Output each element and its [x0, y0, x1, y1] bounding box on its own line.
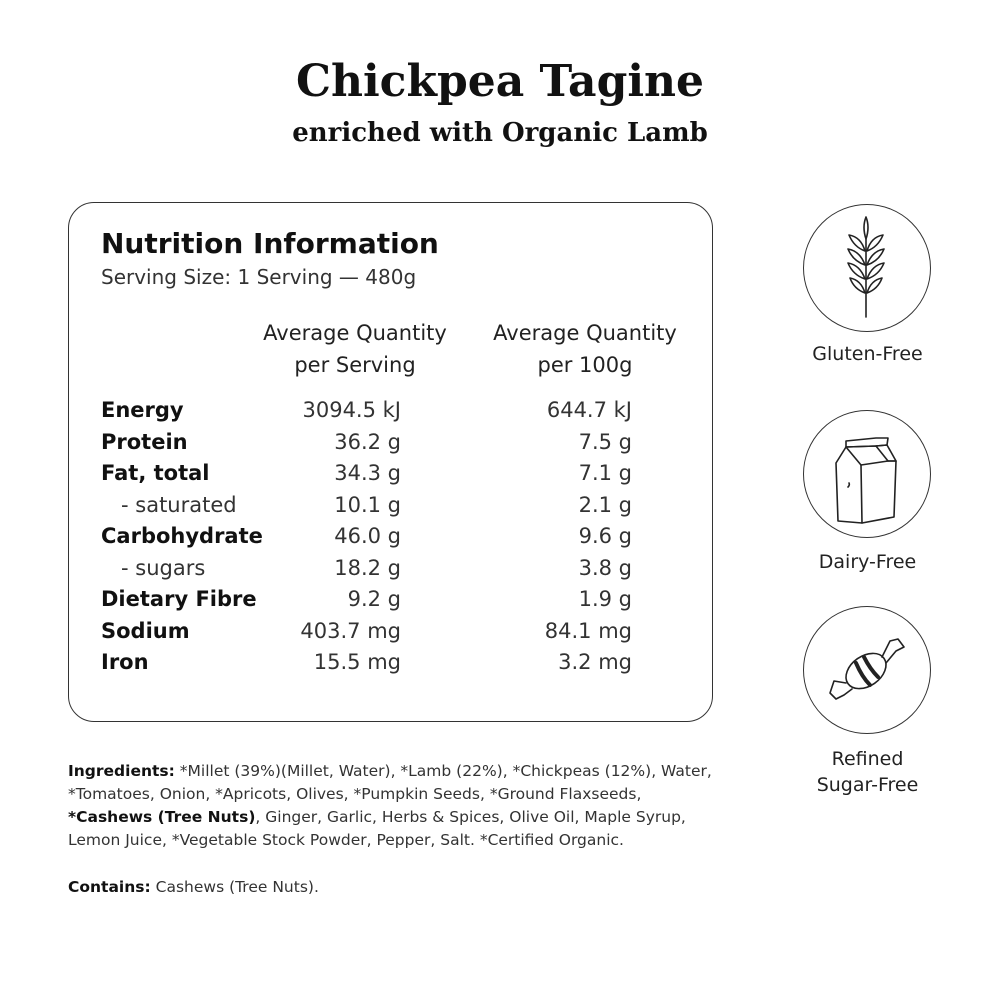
- nutrition-row-carbohydrate: [101, 521, 701, 553]
- nutrition-heading: Nutrition Information: [101, 227, 439, 260]
- value-per-100g: 7.5 g: [578, 429, 632, 454]
- nutrient-name: Carbohydrate: [101, 524, 263, 548]
- value-per-serving: 3094.5 kJ: [302, 398, 401, 422]
- column-header-per-serving: Average Quantity per Serving: [263, 321, 447, 377]
- contains-text: Contains: Cashews (Tree Nuts).: [68, 878, 319, 896]
- value-per-100g: 9.6 g: [578, 524, 632, 548]
- value-per-serving: 9.2 g: [347, 587, 401, 611]
- sugar-free-label: Refined Sugar-Free: [816, 748, 919, 796]
- dairy-free-label: Dairy-Free: [818, 551, 917, 573]
- nutrition-row-energy: [101, 395, 701, 427]
- value-per-serving: 15.5 mg: [313, 650, 401, 674]
- product-subtitle: enriched with Organic Lamb: [292, 118, 708, 148]
- product-title: Chickpea Tagine: [295, 56, 705, 107]
- milk-carton-icon: [803, 410, 931, 538]
- nutrition-row-dietary-fibre: [101, 584, 701, 616]
- ingredients-text: Ingredients: *Millet (39%)(Millet, Water), *Lamb (22%), *Chickpeas (12%), Water, *Tomatoes, Onion, *Apricots, Olives, *Pumpkin Seeds, *Ground Flaxseeds, *Cashews (Tree Nuts), Ginger, Garlic, Herbs & Spices, Olive Oil, Maple Syrup, Lemon Juice, *Vegetable Stock Powder, Pepper, Salt. *Certified Organic.: [68, 762, 712, 849]
- gluten-free-label: Gluten-Free: [812, 343, 923, 365]
- value-per-serving: 403.7 mg: [300, 618, 401, 643]
- value-per-serving: 10.1 g: [334, 492, 401, 517]
- nutrition-row-sugars: [101, 553, 701, 585]
- value-per-serving: 46.0 g: [334, 524, 401, 548]
- wheat-icon: [803, 204, 931, 332]
- nutrient-name: Sodium: [101, 618, 190, 643]
- nutrient-name: Fat, total: [101, 461, 210, 485]
- column-header-per-100g: Average Quantity per 100g: [493, 321, 677, 377]
- candy-icon: [803, 606, 931, 734]
- nutrition-rows: [101, 395, 701, 679]
- nutrition-row-sodium: [101, 616, 701, 648]
- nutrient-name: - sugars: [121, 555, 206, 580]
- nutrition-panel: [68, 202, 713, 722]
- value-per-100g: 644.7 kJ: [546, 398, 632, 422]
- value-per-serving: 18.2 g: [334, 555, 401, 580]
- value-per-100g: 1.9 g: [578, 587, 632, 611]
- nutrient-name: Energy: [101, 398, 184, 422]
- nutrient-name: Iron: [101, 650, 149, 674]
- allergen-highlight: *Cashews (Tree Nuts): [68, 808, 256, 826]
- value-per-100g: 7.1 g: [578, 461, 632, 485]
- value-per-serving: 34.3 g: [334, 461, 401, 485]
- nutrient-name: - saturated: [121, 492, 237, 517]
- nutrient-name: Dietary Fibre: [101, 587, 257, 611]
- value-per-100g: 2.1 g: [578, 492, 632, 517]
- nutrition-row-saturated: [101, 490, 701, 522]
- value-per-100g: 3.8 g: [578, 555, 632, 580]
- nutrition-row-protein: [101, 427, 701, 459]
- contains-label: Contains:: [68, 878, 151, 896]
- nutrient-name: Protein: [101, 429, 188, 454]
- nutrition-row-iron: [101, 647, 701, 679]
- value-per-serving: 36.2 g: [334, 429, 401, 454]
- value-per-100g: 84.1 mg: [544, 618, 632, 643]
- nutrition-row-fat-total: [101, 458, 701, 490]
- value-per-100g: 3.2 mg: [558, 650, 632, 674]
- serving-size: Serving Size: 1 Serving — 480g: [101, 265, 417, 289]
- ingredients-label: Ingredients:: [68, 762, 175, 780]
